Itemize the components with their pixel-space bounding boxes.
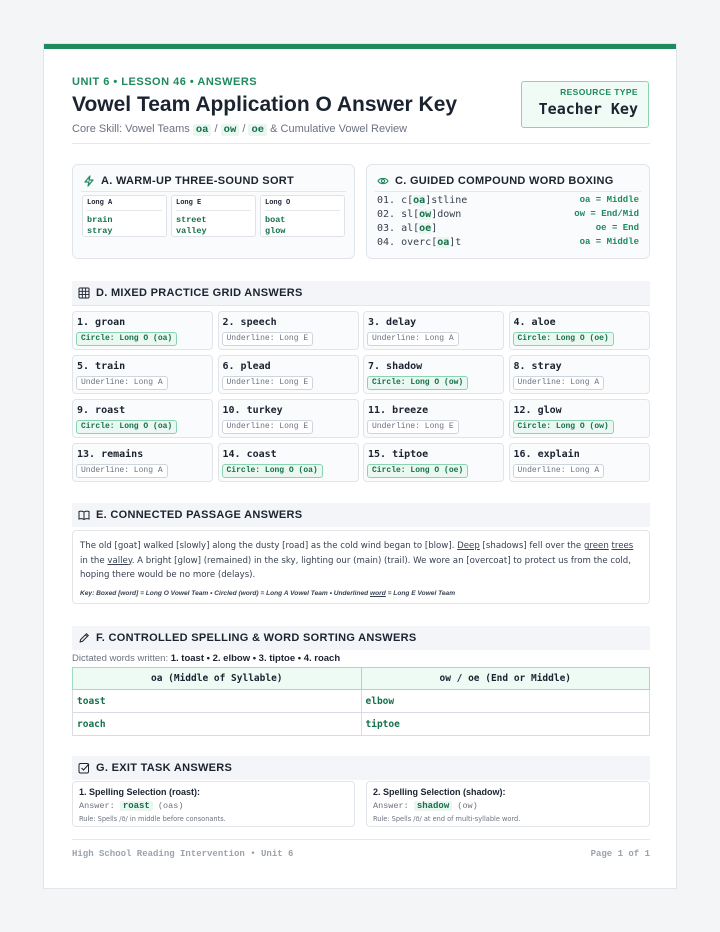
underlined-word: green — [583, 541, 609, 551]
practice-cell — [218, 443, 359, 482]
word-part: overc[ — [401, 237, 438, 248]
spelling-section-header — [72, 626, 650, 650]
footer-left: High School Reading Intervention • Unit 6 — [72, 849, 294, 859]
exit-task-rule: Rule: Spells /ō/ in middle before consonants. — [79, 815, 226, 823]
guided-title-text: C. GUIDED COMPOUND WORD BOXING — [395, 175, 614, 187]
row-number: 04. — [377, 237, 396, 248]
passage-title — [78, 509, 302, 521]
page-number: Page 1 of 1 — [590, 849, 650, 859]
sort-word: street — [176, 215, 207, 225]
underline-answer-tag: Underline: Long E — [222, 376, 314, 390]
row-answer: ow = End/Mid — [574, 209, 639, 219]
row-answer: oa = Middle — [579, 237, 639, 247]
row-answer: oe = End — [595, 223, 639, 233]
underline-answer-tag: Underline: Long E — [222, 332, 314, 346]
practice-cell — [218, 355, 359, 394]
practice-cell — [363, 355, 504, 394]
table-cell: toast — [73, 690, 362, 713]
mixed-title — [78, 287, 303, 299]
vowel-team-chip: oe — [248, 124, 267, 136]
row-answer: oa = Middle — [579, 195, 639, 205]
table-cell: elbow — [361, 690, 650, 713]
passage-segment: The old [goat] walked [slowly] along the dusty [road] as the cold wind began to [blow]. — [80, 541, 458, 551]
spelling-title — [78, 632, 416, 644]
sort-column-header: Long O — [265, 199, 340, 211]
practice-word: 13. remains — [77, 449, 144, 460]
exit-title-text: G. EXIT TASK ANSWERS — [96, 762, 233, 774]
exit-task-title: 1. Spelling Selection (roast): — [79, 787, 201, 797]
sort-column-header: Long E — [176, 199, 251, 211]
warmup-title — [83, 175, 294, 187]
underline-answer-tag: Underline: Long E — [367, 420, 459, 434]
table-header: oa (Middle of Syllable) — [73, 668, 362, 690]
checkbox-icon — [78, 762, 90, 774]
practice-cell — [72, 443, 213, 482]
answer-note: (oas) — [157, 801, 184, 811]
answer-note: (ow) — [457, 801, 478, 811]
table-header: ow / oe (End or Middle) — [361, 668, 650, 690]
answer-label: Answer: — [373, 801, 409, 811]
practice-word: 9. roast — [77, 405, 126, 416]
pencil-icon — [78, 632, 90, 644]
exit-title — [78, 762, 232, 774]
boxed-letters: ow — [419, 209, 432, 220]
book-icon — [78, 509, 90, 521]
table-row — [73, 690, 650, 713]
lightning-icon — [83, 175, 95, 187]
boxed-letters: oa — [437, 237, 450, 248]
underline-answer-tag: Underline: Long A — [367, 332, 459, 346]
compound-row — [377, 209, 639, 223]
underline-answer-tag: Underline: Long A — [76, 376, 168, 390]
compound-row — [377, 237, 639, 251]
table-header-row — [73, 668, 650, 690]
underlined-word: Deep — [457, 541, 480, 551]
dictated-words — [72, 653, 340, 664]
practice-cell — [218, 311, 359, 350]
divider — [81, 191, 346, 192]
row-number: 01. — [377, 195, 396, 206]
sort-column-long-e — [171, 195, 256, 237]
practice-word: 11. breeze — [368, 405, 429, 416]
exit-task-card — [366, 781, 650, 827]
divider — [375, 191, 641, 192]
page-title: Vowel Team Application O Answer Key — [72, 93, 458, 116]
sort-column-header: Long A — [87, 199, 162, 211]
resource-type-label: RESOURCE TYPE — [560, 87, 638, 97]
table-cell: tiptoe — [361, 713, 650, 736]
passage-key — [80, 589, 642, 599]
passage-segment: . A bright [glow] (remained) in the sky, lighting our (main) (trail). We wore an [overcoat] to protect us from the cold, hoping there would be no more (delays). — [80, 555, 631, 580]
resource-type-value: Teacher Key — [538, 100, 638, 118]
grid-icon — [78, 287, 90, 299]
word-part: al[ — [401, 223, 420, 234]
sort-column-long-o — [260, 195, 345, 237]
underlined-word: trees — [611, 541, 634, 551]
passage-title-text: E. CONNECTED PASSAGE ANSWERS — [96, 509, 303, 521]
table-row — [73, 713, 650, 736]
word-part: ] — [431, 223, 438, 234]
practice-word: 7. shadow — [368, 361, 423, 372]
practice-cell — [363, 443, 504, 482]
circle-answer-tag: Circle: Long O (oa) — [76, 420, 177, 434]
dictated-list: 1. toast • 2. elbow • 3. tiptoe • 4. roach — [170, 653, 341, 664]
boxed-letters: oe — [419, 223, 432, 234]
sort-word: boat — [265, 215, 286, 225]
word-part: sl[ — [401, 209, 420, 220]
circle-answer-tag: Circle: Long O (oa) — [76, 332, 177, 346]
practice-word: 4. aloe — [513, 317, 556, 328]
exit-section-header — [72, 756, 650, 780]
practice-cell — [72, 311, 213, 350]
warmup-title-text: A. WARM-UP THREE-SOUND SORT — [101, 175, 295, 187]
practice-word: 3. delay — [368, 317, 417, 328]
practice-cell — [363, 311, 504, 350]
dictated-label: Dictated words written: — [72, 653, 169, 664]
practice-cell — [72, 399, 213, 438]
practice-cell — [509, 355, 650, 394]
circle-answer-tag: Circle: Long O (ow) — [367, 376, 468, 390]
vowel-team-chip: oa — [193, 124, 212, 136]
subtitle-separator: / — [214, 123, 218, 135]
practice-word: 15. tiptoe — [368, 449, 429, 460]
practice-cell — [509, 443, 650, 482]
circle-answer-tag: Circle: Long O (oe) — [367, 464, 468, 478]
sort-word: valley — [176, 226, 207, 236]
passage-segment: in the — [80, 555, 108, 566]
answer-chip: shadow — [414, 801, 452, 811]
practice-word: 12. glow — [513, 405, 562, 416]
compound-row — [377, 195, 639, 209]
practice-cell — [218, 399, 359, 438]
subtitle-prefix: Core Skill: Vowel Teams — [72, 123, 190, 135]
practice-word: 5. train — [77, 361, 126, 372]
compound-row — [377, 223, 639, 237]
practice-cell — [509, 399, 650, 438]
word-sort-table — [72, 667, 650, 736]
mixed-section-header — [72, 281, 650, 305]
passage-segment: [shadows] fell over the — [479, 541, 584, 551]
practice-word: 10. turkey — [222, 405, 283, 416]
circle-answer-tag: Circle: Long O (oe) — [513, 332, 614, 346]
boxed-letters: oa — [413, 195, 426, 206]
word-part: ]t — [449, 237, 462, 248]
circle-answer-tag: Circle: Long O (oa) — [222, 464, 323, 478]
worksheet-page — [43, 43, 677, 889]
sort-word: glow — [265, 226, 286, 236]
practice-word: 1. groan — [77, 317, 126, 328]
page-footer — [72, 849, 650, 859]
underlined-word: valley — [107, 555, 132, 566]
answer-chip: roast — [120, 801, 153, 811]
exit-task-rule: Rule: Spells /ō/ at end of multi-syllable word. — [373, 815, 521, 823]
passage-text — [80, 539, 642, 583]
word-part: ]stline — [425, 195, 468, 206]
practice-cell — [72, 355, 213, 394]
divider — [72, 839, 650, 840]
divider — [72, 305, 650, 306]
row-number: 02. — [377, 209, 396, 220]
sort-word: stray — [87, 226, 113, 236]
lesson-eyebrow: UNIT 6 • LESSON 46 • ANSWERS — [72, 76, 258, 88]
practice-cell — [363, 399, 504, 438]
practice-word: 8. stray — [513, 361, 562, 372]
sort-word: brain — [87, 215, 113, 225]
spelling-title-text: F. CONTROLLED SPELLING & WORD SORTING ANSWERS — [96, 632, 417, 644]
key-text: Key: Boxed [word] = Long O Vowel Team • Circled (word) = Long A Vowel Team • Underlined — [80, 589, 371, 597]
underline-answer-tag: Underline: Long A — [513, 464, 605, 478]
subtitle-suffix: & Cumulative Vowel Review — [270, 123, 408, 135]
resource-type-box — [521, 81, 649, 128]
word-part: ]down — [431, 209, 462, 220]
accent-bar — [44, 44, 676, 49]
passage-section-header — [72, 503, 650, 527]
divider — [72, 143, 650, 144]
key-underlined-word: word — [370, 589, 386, 597]
table-cell: roach — [73, 713, 362, 736]
circle-answer-tag: Circle: Long O (ow) — [513, 420, 614, 434]
sort-column-long-a — [82, 195, 167, 237]
exit-task-card — [72, 781, 355, 827]
exit-task-title: 2. Spelling Selection (shadow): — [373, 787, 506, 797]
guided-card — [366, 164, 650, 259]
passage-box — [72, 530, 650, 604]
practice-word: 16. explain — [513, 449, 580, 460]
practice-cell — [509, 311, 650, 350]
exit-task-answer — [79, 801, 348, 811]
row-number: 03. — [377, 223, 396, 234]
answer-label: Answer: — [79, 801, 115, 811]
subtitle-separator: / — [242, 123, 246, 135]
key-text: = Long E Vowel Team — [385, 589, 456, 597]
guided-title — [377, 175, 614, 187]
word-part: c[ — [401, 195, 414, 206]
vowel-team-chip: ow — [221, 124, 240, 136]
practice-word: 6. plead — [222, 361, 271, 372]
exit-task-answer — [373, 801, 643, 811]
warmup-card — [72, 164, 355, 259]
mixed-title-text: D. MIXED PRACTICE GRID ANSWERS — [96, 287, 303, 299]
underline-answer-tag: Underline: Long A — [513, 376, 605, 390]
practice-word: 2. speech — [222, 317, 277, 328]
practice-word: 14. coast — [222, 449, 277, 460]
eye-icon — [377, 175, 389, 187]
underline-answer-tag: Underline: Long A — [76, 464, 168, 478]
underline-answer-tag: Underline: Long E — [222, 420, 314, 434]
